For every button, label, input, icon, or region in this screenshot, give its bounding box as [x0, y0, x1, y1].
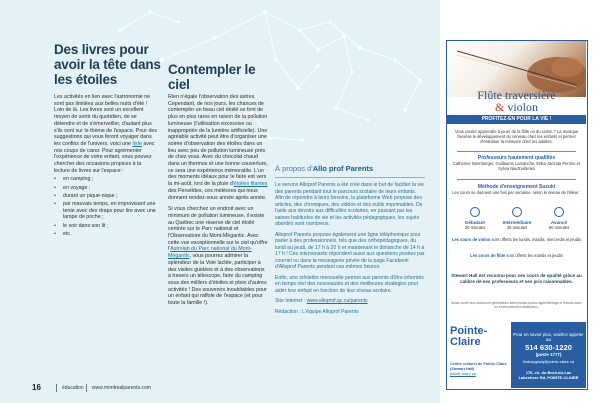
clock-icon [470, 207, 480, 217]
reading-occasions-list [54, 176, 158, 237]
footer-section: éducation [62, 385, 84, 391]
sky-paragraph-2: Si vous cherchez un endroit avec un minimum de pollution lumineuse, il existe au Québec une réserve de ciel étoilé centrée sur le Parc national et l'Observatoire du Mont-Mégantic. Avec cette vue exceptionnelle sur le ciel qu'offre l'Astrolab du Parc national du Mont-Mégantic, vous pourrez admirer la splendeur de la Voie lactée, participer à des visites guidées et à des observations à travers un télescope, faire du camping sous des milliers d'étoiles et plein d'autres activités ! Des souvenirs inoubliables pour un enfant qui raffole de l'espace (et pour toute la famille !). [168, 206, 268, 307]
list-item: • durant un pique-nique ; [54, 193, 158, 200]
article-column-sky [168, 94, 268, 312]
shooting-stars-link[interactable]: étoiles filantes [233, 181, 268, 188]
divider [457, 151, 576, 152]
clock-icon [554, 207, 564, 217]
pointe-claire-web-link[interactable]: pointe-claire.ca [450, 371, 476, 376]
phone-number[interactable]: 514 630-1220 [525, 342, 572, 352]
list-item: • le soir dans son lit ; [54, 223, 158, 230]
ad-intro: Vous voulez apprendre à jouer de la flûte ou du violon ? La musique favorise le développement du cerveau chez les enfants et permet d'entraîner la mémoire chez les adultes. [454, 129, 579, 145]
ad-fine-print: Aussi ouvert aux toutes les générations ainsi jeunes qu'aux âgés/héritage et d'école dans un environnement chaleureux. [451, 301, 582, 310]
about-paragraph-2: Alloprof Parents propose également une ligne téléphonique pour parler à des professionnels, tels que des orthopédagogues, du lundi au jeudi, de 17 h à 20 h et maintenant le dimanche de 14 h à 17 h ! Ces intervenants répondent aussi aux questions posées par courriel ou dans la messagerie privée de la page Facebook d'Alloprof Parents pendant ces mêmes heures. [275, 231, 425, 270]
about-alloprof-box [275, 164, 425, 319]
about-title: À propos d'Allo prof Parents [275, 164, 425, 178]
pointe-claire-logo: Pointe- Claire [450, 325, 488, 348]
astrolab-link[interactable]: Astrolab du Parc national du Mont-Mégantic [168, 246, 252, 260]
about-paragraph-1: Le service Alloprof Parents a été créé dans le but de faciliter la vie des parents pendant tout le parcours scolaire de leurs enfants. Afin de répondre à leurs besoins, la plateforme Web propose des articles, des chroniques, des vidéos et des outils imprimables. De l'aide aux devoirs aux difficultés scolaires, en passant par les saines habitudes de vie et les activités pédagogiques, les sujets abordés sont nombreux. [275, 182, 424, 227]
contact-email[interactable]: lindsaygrady@pointe-claire.ca [523, 360, 574, 365]
books-paragraph: Les activités en lien avec l'astronomie ne sont pas limitées aux belles nuits d'été ! Loin de là. Les livres sont un excellent moyen de sortir du quotidien, de se détendre et de s'émerveiller, d'autant plus s'ils sont sur le thème de l'espace. Pour des suggestions qui vous feront voyager dans les confins de l'univers, voici une liste avec nos coups de cœur. Pour agrémenter l'expérience de votre enfant, vous pouvez chercher des occasions propices à la lecture de livres sur l'espace : [54, 94, 158, 174]
books-list-link[interactable]: liste [132, 140, 142, 147]
ad-title: Flûte traversière & violon [477, 88, 556, 114]
list-item: • par mauvais temps, en improvisant une tente avec des draps pour lire avec une lampe de poche ; [54, 201, 158, 221]
article-column-books [54, 94, 158, 239]
flute-schedule: Les cours de flûte sont offerts les mardis et jeudis [470, 253, 563, 258]
alloprof-site-link[interactable]: www.alloprof.qc.ca/parents [306, 298, 368, 304]
course-levels [453, 207, 581, 249]
about-site: Site Internet : www.alloprof.qc.ca/parents [275, 298, 368, 304]
list-item: • en voyage ; [54, 185, 158, 192]
violin-schedule: Les cours de violon sont offerts les lundis, mardis, mercredis et jeudis [451, 237, 582, 242]
footer-url[interactable]: www.montrealparents.com [92, 385, 151, 391]
pointe-claire-block [447, 322, 586, 388]
cultural-centre-name: Centre culturel de Pointe-Claire (Stewart Hall) pointe-claire.ca [450, 362, 510, 376]
divider [457, 179, 576, 180]
sky-paragraph-1: Rien n'égale l'observation des astres. Cependant, de nos jours, les chances de contempler un beau ciel étoilé se font de plus en plus rares en raison de la pollution lumineuse (l'utilisation excessive ou inappropriée de la lumière artificielle). Une agréable activité peut être d'organiser une soirée d'observation des étoiles dans un lieu avec peu de pollution lumineuse près de chez vous. Avec du chocolat chaud dans un thermos et une bonne couverture, ce sera une expérience mémorable. L'un des moments idéaux pour le faire est vers la mi-août, lors de la pluie d'étoiles filantes des Perséides, ces météores qui nous donnent rendez-vous année après année. [168, 94, 268, 201]
level-advanced: Avancé 60 minutes [539, 207, 579, 230]
divider [56, 384, 57, 392]
ad-contact: Pour en savoir plus, veuillez appeler au 514 630-1220 (poste 1777) lindsaygrady@pointe-claire.ca 176, ch. du Bord-du-Lac Lakeshore Rd, POINTE-CLAIRE [511, 322, 586, 388]
ad-slogan-band: PROFITEZ-EN POUR LA VIE ! [447, 115, 586, 124]
divider [86, 384, 87, 392]
article-title-sky: Contempler le ciel [168, 62, 256, 92]
list-item: • en camping ; [54, 176, 158, 183]
list-item: • etc. [54, 231, 158, 238]
page-number: 16 [32, 383, 41, 392]
pointe-claire-logo-area [447, 322, 511, 388]
ad-method: Méthode d'enseignement Suzuki Les cours se donnent une fois par semaine, selon le niveau de l'élève : [452, 184, 581, 195]
level-beginner: Débutant 30 minutes [455, 207, 495, 230]
stewart-hall-statement: Stewart Hall est reconnu pour ses cours de qualité grâce au calibre de ses professeurs et ses prix raisonnables. [451, 273, 582, 284]
music-lessons-ad [446, 40, 588, 390]
level-intermediate: Intermédiaire 45 minutes [497, 207, 537, 230]
about-redaction: Rédaction : L'équipe Alloprof Parents [275, 308, 359, 315]
ad-professors: Professeurs hautement qualifiés Catherine Sternberger, Guillaume Lamanche, Erika-Jacinda Perrine et Sylvia Niedzvidenka [452, 155, 581, 172]
article-title-books: Des livres pour avoir la tête dans les étoiles [54, 42, 161, 87]
about-paragraph-3: Enfin, une infolettre mensuelle permet aux parents d'être informés en temps réel des nouveautés et des meilleures stratégies pour aider leur enfant en fonction de leur niveau scolaire. [275, 274, 424, 294]
clock-icon [512, 207, 522, 217]
